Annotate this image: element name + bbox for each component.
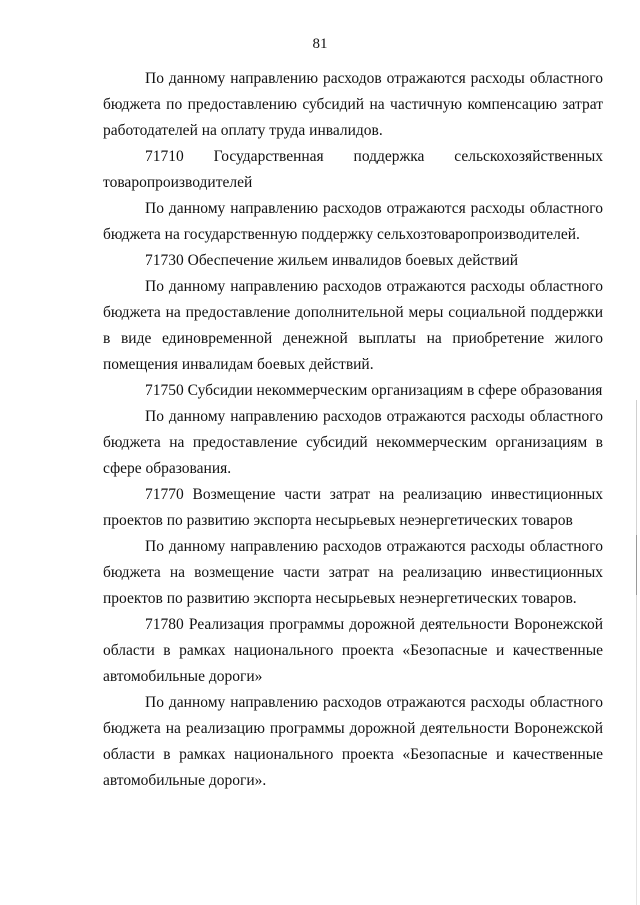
paragraph-body: По данному направлению расходов отражаются расходы областного бюджета на государственную поддержку сельхозтоваропроизводителей.	[103, 200, 603, 243]
page-number: 81	[312, 36, 328, 52]
document-body	[103, 66, 603, 794]
section-heading-71780: 71780 Реализация программы дорожной деятельности Воронежской области в рамках национального проекта «Безопасные и качественные автомобильные дороги»	[103, 616, 603, 685]
scan-edge-line	[636, 400, 637, 905]
section-heading-71710: 71710 Государственная поддержка сельскохозяйственных товаропроизводителей	[103, 148, 603, 191]
section-heading-71730: 71730 Обеспечение жильем инвалидов боевых действий	[145, 252, 519, 269]
section-heading-71770: 71770 Возмещение части затрат на реализацию инвестиционных проектов по развитию экспорта несырьевых неэнергетических товаров	[103, 486, 603, 529]
scan-edge-mark	[636, 535, 637, 595]
paragraph-body: По данному направлению расходов отражаются расходы областного бюджета на предоставление дополнительной меры социальной поддержки в виде единовременной денежной выплаты на приобретение жилого помещения инвалидам боевых действий.	[103, 278, 603, 373]
paragraph-body: По данному направлению расходов отражаются расходы областного бюджета на предоставление субсидий некоммерческим организациям в сфере образования.	[103, 408, 603, 477]
paragraph-body: По данному направлению расходов отражаются расходы областного бюджета на реализацию программы дорожной деятельности Воронежской области в рамках национального проекта «Безопасные и качественные автомобильные дороги».	[103, 694, 603, 789]
paragraph-body: По данному направлению расходов отражаются расходы областного бюджета на возмещение части затрат на реализацию инвестиционных проектов по развитию экспорта несырьевых неэнергетических товаров.	[103, 538, 603, 607]
section-heading-71750: 71750 Субсидии некоммерческим организациям в сфере образования	[145, 382, 603, 399]
paragraph-body: По данному направлению расходов отражаются расходы областного бюджета по предоставлению субсидий на частичную компенсацию затрат работодателей на оплату труда инвалидов.	[103, 70, 603, 139]
